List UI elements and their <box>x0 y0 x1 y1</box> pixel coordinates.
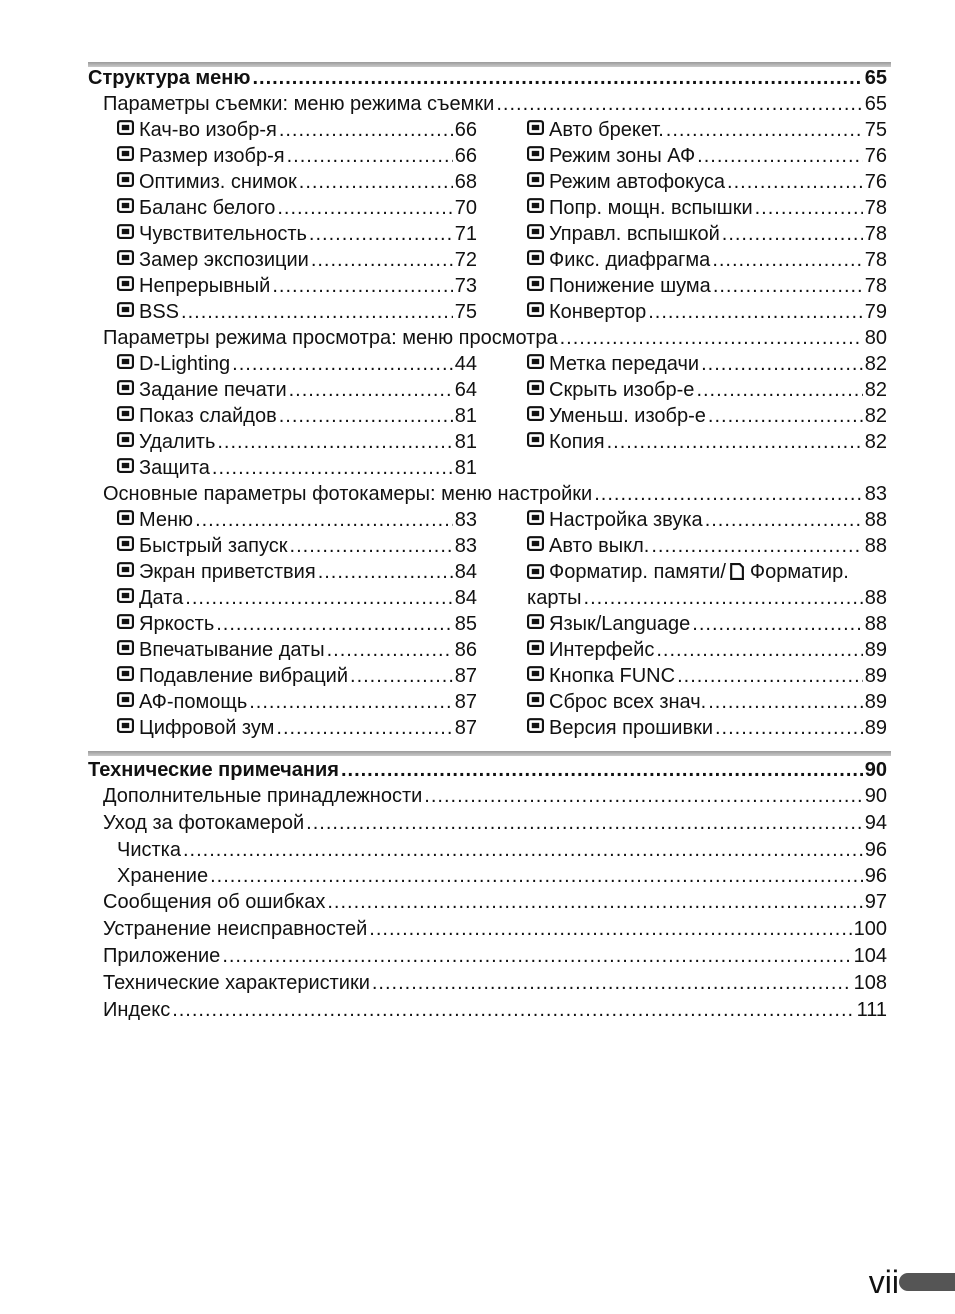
toc-entry-page: 87 <box>454 665 477 687</box>
transfer-marking-icon <box>527 353 544 370</box>
dot-leader <box>727 170 863 194</box>
toc-entry[interactable] <box>117 508 477 532</box>
af-assist-icon <box>117 691 134 708</box>
dot-leader <box>677 664 863 688</box>
toc-entry-label: Управл. вспышкой <box>549 223 720 245</box>
toc-entry-label: Попр. мощн. вспышки <box>549 197 753 219</box>
toc-entry[interactable] <box>527 378 887 402</box>
dot-leader <box>217 430 452 454</box>
memory-card-icon <box>728 563 745 580</box>
toc-entry-page: 65 <box>864 67 887 89</box>
toc-entry-page: 81 <box>454 431 477 453</box>
toc-entry-label: Показ слайдов <box>139 405 277 427</box>
toc-subsection[interactable] <box>103 944 887 968</box>
toc-entry-page: 72 <box>454 249 477 271</box>
toc-entry-label: Метка передачи <box>549 353 700 375</box>
dot-leader <box>424 784 862 808</box>
toc-entry-page: 78 <box>864 275 887 297</box>
fixed-aperture-icon <box>527 249 544 266</box>
toc-entry-label: Структура меню <box>88 67 251 89</box>
toc-entry-label: Кач-во изобр-я <box>139 119 277 141</box>
firmware-version-icon <box>527 717 544 734</box>
toc-entry[interactable] <box>117 690 477 714</box>
dot-leader <box>369 917 851 941</box>
toc-entry-page: 89 <box>864 639 887 661</box>
image-size-icon <box>117 145 134 162</box>
toc-entry-label: Защита <box>139 457 210 479</box>
dot-leader <box>705 508 863 532</box>
toc-subsection[interactable] <box>103 998 887 1022</box>
toc-entry[interactable] <box>527 170 887 194</box>
toc-entry-label: Форматир. памяти/ <box>549 561 726 583</box>
toc-entry-label: Замер экспозиции <box>139 249 309 271</box>
toc-entry-label: Меню <box>139 509 194 531</box>
toc-entry-label: Технические примечания <box>88 759 339 781</box>
date-icon <box>117 587 134 604</box>
dot-leader <box>341 758 863 782</box>
dot-leader <box>648 300 863 324</box>
toc-entry[interactable] <box>117 456 477 480</box>
toc-entry-page: 65 <box>864 93 887 115</box>
toc-entry-label: Кнопка FUNC <box>549 665 676 687</box>
toc-entry-page: 111 <box>856 999 887 1021</box>
toc-entry-label: Режим автофокуса <box>549 171 726 193</box>
toc-entry-label: Интерфейс <box>549 639 655 661</box>
d-lighting-icon <box>117 353 134 370</box>
toc-entry-label: Размер изобр-я <box>139 145 285 167</box>
toc-entry-label: Устранение неисправностей <box>103 918 368 940</box>
toc-entry-page: 83 <box>454 535 477 557</box>
toc-entry-page: 89 <box>864 691 887 713</box>
dot-leader <box>311 248 453 272</box>
toc-entry[interactable] <box>527 248 887 272</box>
toc-entry-page: 84 <box>454 561 477 583</box>
interface-icon <box>527 639 544 656</box>
dot-leader <box>594 482 863 506</box>
toc-entry-label: Хранение <box>117 865 209 887</box>
dot-leader <box>607 430 863 454</box>
toc-entry-page: 64 <box>454 379 477 401</box>
toc-entry[interactable] <box>527 716 887 740</box>
toc-entry-label: Основные параметры фотокамеры: меню настройки <box>103 483 593 505</box>
dot-leader <box>708 404 863 428</box>
section-rule-tech <box>88 751 891 756</box>
toc-entry-page: 78 <box>864 249 887 271</box>
dot-leader <box>277 196 452 220</box>
delete-icon <box>117 431 134 448</box>
toc-entry-label: Язык/Language <box>549 613 691 635</box>
toc-entry-page: 83 <box>864 483 887 505</box>
toc-entry-label: Задание печати <box>139 379 287 401</box>
autofocus-mode-icon <box>527 171 544 188</box>
continuous-icon <box>117 275 134 292</box>
dot-leader <box>666 118 863 142</box>
dot-leader <box>697 144 863 168</box>
dot-leader <box>252 66 862 90</box>
dot-leader <box>216 612 453 636</box>
toc-entry[interactable] <box>117 716 477 740</box>
bracketing-icon <box>527 119 544 136</box>
toc-entry-label: Цифровой зум <box>139 717 275 739</box>
toc-entry-page: 71 <box>454 223 477 245</box>
dot-leader <box>309 222 453 246</box>
toc-entry-label: Быстрый запуск <box>139 535 288 557</box>
toc-entry[interactable] <box>527 144 887 168</box>
dot-leader <box>249 690 453 714</box>
toc-entry-page: 70 <box>454 197 477 219</box>
toc-entry-label: Непрерывный <box>139 275 271 297</box>
toc-entry[interactable] <box>527 690 887 714</box>
toc-entry-page: 82 <box>864 353 887 375</box>
dot-leader <box>299 170 453 194</box>
toc-entry-page: 81 <box>454 457 477 479</box>
dot-leader <box>185 586 452 610</box>
toc-entry[interactable] <box>117 560 477 584</box>
hide-image-icon <box>527 379 544 396</box>
toc-entry-page: 90 <box>864 759 887 781</box>
format-memory-icon <box>527 563 544 580</box>
toc-subsection[interactable] <box>103 917 887 941</box>
toc-subsection[interactable] <box>103 971 887 995</box>
toc-entry[interactable] <box>117 352 477 376</box>
toc-entry-page: 85 <box>454 613 477 635</box>
toc-entry-page: 86 <box>454 639 477 661</box>
toc-entry-label: Чувствительность <box>139 223 307 245</box>
toc-entry-page: 76 <box>864 171 887 193</box>
dot-leader <box>183 838 863 862</box>
toc-entry-label: Впечатывание даты <box>139 639 325 661</box>
dot-leader <box>715 716 863 740</box>
toc-entry-format-cont[interactable] <box>527 586 887 610</box>
toc-entry-page: 76 <box>864 145 887 167</box>
toc-entry-page: 44 <box>454 353 477 375</box>
dot-leader <box>290 534 453 558</box>
toc-entry[interactable] <box>117 534 477 558</box>
toc-entry-page: 82 <box>864 431 887 453</box>
dot-leader <box>181 300 453 324</box>
toc-entry-page: 81 <box>454 405 477 427</box>
toc-entry-label: Конвертор <box>549 301 647 323</box>
toc-entry[interactable] <box>527 534 887 558</box>
menus-icon <box>117 509 134 526</box>
toc-entry-label: Копия <box>549 431 605 453</box>
quick-startup-icon <box>117 535 134 552</box>
toc-subsection[interactable] <box>103 784 887 808</box>
toc-entry-label: Авто выкл. <box>549 535 650 557</box>
toc-entry-label: Дата <box>139 587 184 609</box>
dot-leader <box>287 144 453 168</box>
toc-entry-page: 75 <box>864 119 887 141</box>
toc-entry-label: Версия прошивки <box>549 717 713 739</box>
toc-entry-page: 87 <box>454 717 477 739</box>
toc-entry-label: Фикс. диафрагма <box>549 249 711 271</box>
dot-leader <box>289 378 453 402</box>
toc-entry-page: 82 <box>864 405 887 427</box>
dot-leader <box>279 118 453 142</box>
dot-leader <box>212 456 453 480</box>
toc-entry-page: 108 <box>853 972 887 994</box>
toc-entry-label: Технические характеристики <box>103 972 370 994</box>
dot-leader <box>701 352 863 376</box>
dot-leader <box>713 274 863 298</box>
dot-leader <box>222 944 851 968</box>
toc-entry[interactable] <box>117 170 477 194</box>
toc-entry-page: 88 <box>864 509 887 531</box>
toc-entry-page: 88 <box>864 535 887 557</box>
toc-entry-page: 104 <box>853 945 887 967</box>
toc-entry[interactable] <box>117 430 477 454</box>
vibration-reduction-icon <box>117 665 134 682</box>
dot-leader <box>372 971 852 995</box>
metering-icon <box>117 249 134 266</box>
toc-subsection[interactable] <box>117 838 887 862</box>
toc-entry[interactable] <box>527 274 887 298</box>
white-balance-icon <box>117 197 134 214</box>
toc-entry-page: 84 <box>454 587 477 609</box>
toc-subsection[interactable] <box>103 890 887 914</box>
dot-leader <box>272 274 452 298</box>
dot-leader <box>755 196 863 220</box>
toc-entry-label: Настройка звука <box>549 509 703 531</box>
dot-leader <box>318 560 453 584</box>
converter-icon <box>527 301 544 318</box>
dot-leader <box>584 586 863 610</box>
toc-subsection[interactable] <box>117 864 887 888</box>
toc-entry[interactable] <box>527 196 887 220</box>
toc-entry-label: Оптимиз. снимок <box>139 171 297 193</box>
toc-entry[interactable] <box>527 664 887 688</box>
toc-entry[interactable] <box>117 300 477 324</box>
toc-entry[interactable] <box>527 638 887 662</box>
dot-leader <box>560 326 863 350</box>
toc-entry-label: Понижение шума <box>549 275 711 297</box>
toc-entry-page: 89 <box>864 717 887 739</box>
dot-leader <box>232 352 453 376</box>
toc-subsection[interactable] <box>103 326 887 350</box>
flash-control-icon <box>527 223 544 240</box>
func-button-icon <box>527 665 544 682</box>
noise-reduction-icon <box>527 275 544 292</box>
dot-leader <box>306 811 863 835</box>
toc-entry-page: 100 <box>853 918 887 940</box>
toc-entry-page: 97 <box>864 891 887 913</box>
toc-entry-label: Удалить <box>139 431 216 453</box>
date-imprint-icon <box>117 639 134 656</box>
dot-leader <box>696 378 862 402</box>
toc-entry[interactable] <box>527 222 887 246</box>
dot-leader <box>276 716 452 740</box>
toc-entry-page: 78 <box>864 223 887 245</box>
toc-entry-page: 66 <box>454 145 477 167</box>
toc-entry[interactable] <box>117 222 477 246</box>
toc-subsection[interactable] <box>103 92 887 116</box>
dot-leader <box>722 222 863 246</box>
dot-leader <box>350 664 453 688</box>
toc-entry-label: Дополнительные принадлежности <box>103 785 423 807</box>
toc-entry-label: Сброс всех знач. <box>549 691 707 713</box>
toc-entry-label: Уход за фотокамерой <box>103 812 305 834</box>
toc-section-heading[interactable] <box>88 758 887 782</box>
toc-entry[interactable] <box>527 404 887 428</box>
dot-leader <box>172 998 854 1022</box>
auto-off-icon <box>527 535 544 552</box>
toc-entry[interactable] <box>117 196 477 220</box>
toc-entry-label: Яркость <box>139 613 215 635</box>
toc-entry-label: Параметры съемки: меню режима съемки <box>103 93 495 115</box>
toc-section-heading[interactable] <box>88 66 887 90</box>
dot-leader <box>210 864 863 888</box>
toc-entry-page: 94 <box>864 812 887 834</box>
toc-entry-label: Экран приветствия <box>139 561 316 583</box>
toc-entry-page: 68 <box>454 171 477 193</box>
toc-entry-page: 75 <box>454 301 477 323</box>
toc-subsection[interactable] <box>103 811 887 835</box>
toc-entry-label: карты <box>527 587 582 609</box>
dot-leader <box>327 890 862 914</box>
toc-entry-page: 87 <box>454 691 477 713</box>
toc-entry[interactable] <box>527 508 887 532</box>
toc-entry-page: 88 <box>864 613 887 635</box>
toc-subsection[interactable] <box>103 482 887 506</box>
toc-entry[interactable] <box>117 404 477 428</box>
toc-entry[interactable] <box>527 118 887 142</box>
toc-entry-page: 90 <box>864 785 887 807</box>
dot-leader <box>708 690 863 714</box>
digital-zoom-icon <box>117 717 134 734</box>
toc-entry-label: Параметры режима просмотра: меню просмотра <box>103 327 558 349</box>
slide-show-icon <box>117 405 134 422</box>
dot-leader <box>651 534 862 558</box>
brightness-icon <box>117 613 134 630</box>
toc-entry[interactable] <box>117 586 477 610</box>
toc-entry-page: 83 <box>454 509 477 531</box>
af-area-icon <box>527 145 544 162</box>
toc-entry-page: 78 <box>864 197 887 219</box>
image-quality-icon <box>117 119 134 136</box>
toc-entry-label: Подавление вибраций <box>139 665 349 687</box>
toc-entry-label: Режим зоны АФ <box>549 145 696 167</box>
sound-settings-icon <box>527 509 544 526</box>
iso-icon <box>117 223 134 240</box>
toc-entry-page: 89 <box>864 665 887 687</box>
toc-entry-label: BSS <box>139 301 180 323</box>
toc-entry-label: Уменьш. изобр-е <box>549 405 706 427</box>
dot-leader <box>327 638 453 662</box>
toc-entry[interactable] <box>527 300 887 324</box>
toc-entry[interactable] <box>117 144 477 168</box>
small-pic-icon <box>527 405 544 422</box>
toc-entry[interactable] <box>117 274 477 298</box>
toc-entry-label: Форматир. <box>749 561 849 583</box>
toc-entry[interactable] <box>117 638 477 662</box>
toc-entry-label: Авто брекет. <box>549 119 664 141</box>
toc-entry-label: Скрыть изобр-е <box>549 379 695 401</box>
toc-entry-page: 79 <box>864 301 887 323</box>
dot-leader <box>692 612 862 636</box>
toc-entry-label: Сообщения об ошибках <box>103 891 326 913</box>
toc-entry-label: Чистка <box>117 839 181 861</box>
toc-entry[interactable] <box>527 430 887 454</box>
toc-entry[interactable] <box>117 612 477 636</box>
toc-entry[interactable] <box>117 118 477 142</box>
toc-entry[interactable] <box>527 352 887 376</box>
reset-all-icon <box>527 691 544 708</box>
toc-entry-label: АФ-помощь <box>139 691 248 713</box>
toc-entry[interactable] <box>117 248 477 272</box>
toc-entry-label: Приложение <box>103 945 221 967</box>
bss-icon <box>117 301 134 318</box>
toc-entry-label: Баланс белого <box>139 197 276 219</box>
toc-entry-format[interactable] <box>527 560 849 584</box>
toc-entry-page: 82 <box>864 379 887 401</box>
copy-icon <box>527 431 544 448</box>
dot-leader <box>712 248 862 272</box>
toc-entry-page: 96 <box>864 839 887 861</box>
flash-compensation-icon <box>527 197 544 214</box>
print-set-icon <box>117 379 134 396</box>
toc-entry-page: 88 <box>864 587 887 609</box>
optimize-image-icon <box>117 171 134 188</box>
toc-entry-page: 73 <box>454 275 477 297</box>
dot-leader <box>656 638 862 662</box>
toc-entry-page: 96 <box>864 865 887 887</box>
page-tab <box>899 1273 955 1291</box>
protect-icon <box>117 457 134 474</box>
toc-entry[interactable] <box>527 612 887 636</box>
welcome-screen-icon <box>117 561 134 578</box>
dot-leader <box>195 508 453 532</box>
toc-entry-page: 80 <box>864 327 887 349</box>
dot-leader <box>279 404 453 428</box>
toc-entry[interactable] <box>117 664 477 688</box>
toc-entry-label: Индекс <box>103 999 171 1021</box>
toc-entry-page: 66 <box>454 119 477 141</box>
dot-leader <box>496 92 862 116</box>
page-number: vii <box>868 1264 899 1300</box>
language-icon <box>527 613 544 630</box>
toc-entry[interactable] <box>117 378 477 402</box>
toc-entry-label: D-Lighting <box>139 353 231 375</box>
